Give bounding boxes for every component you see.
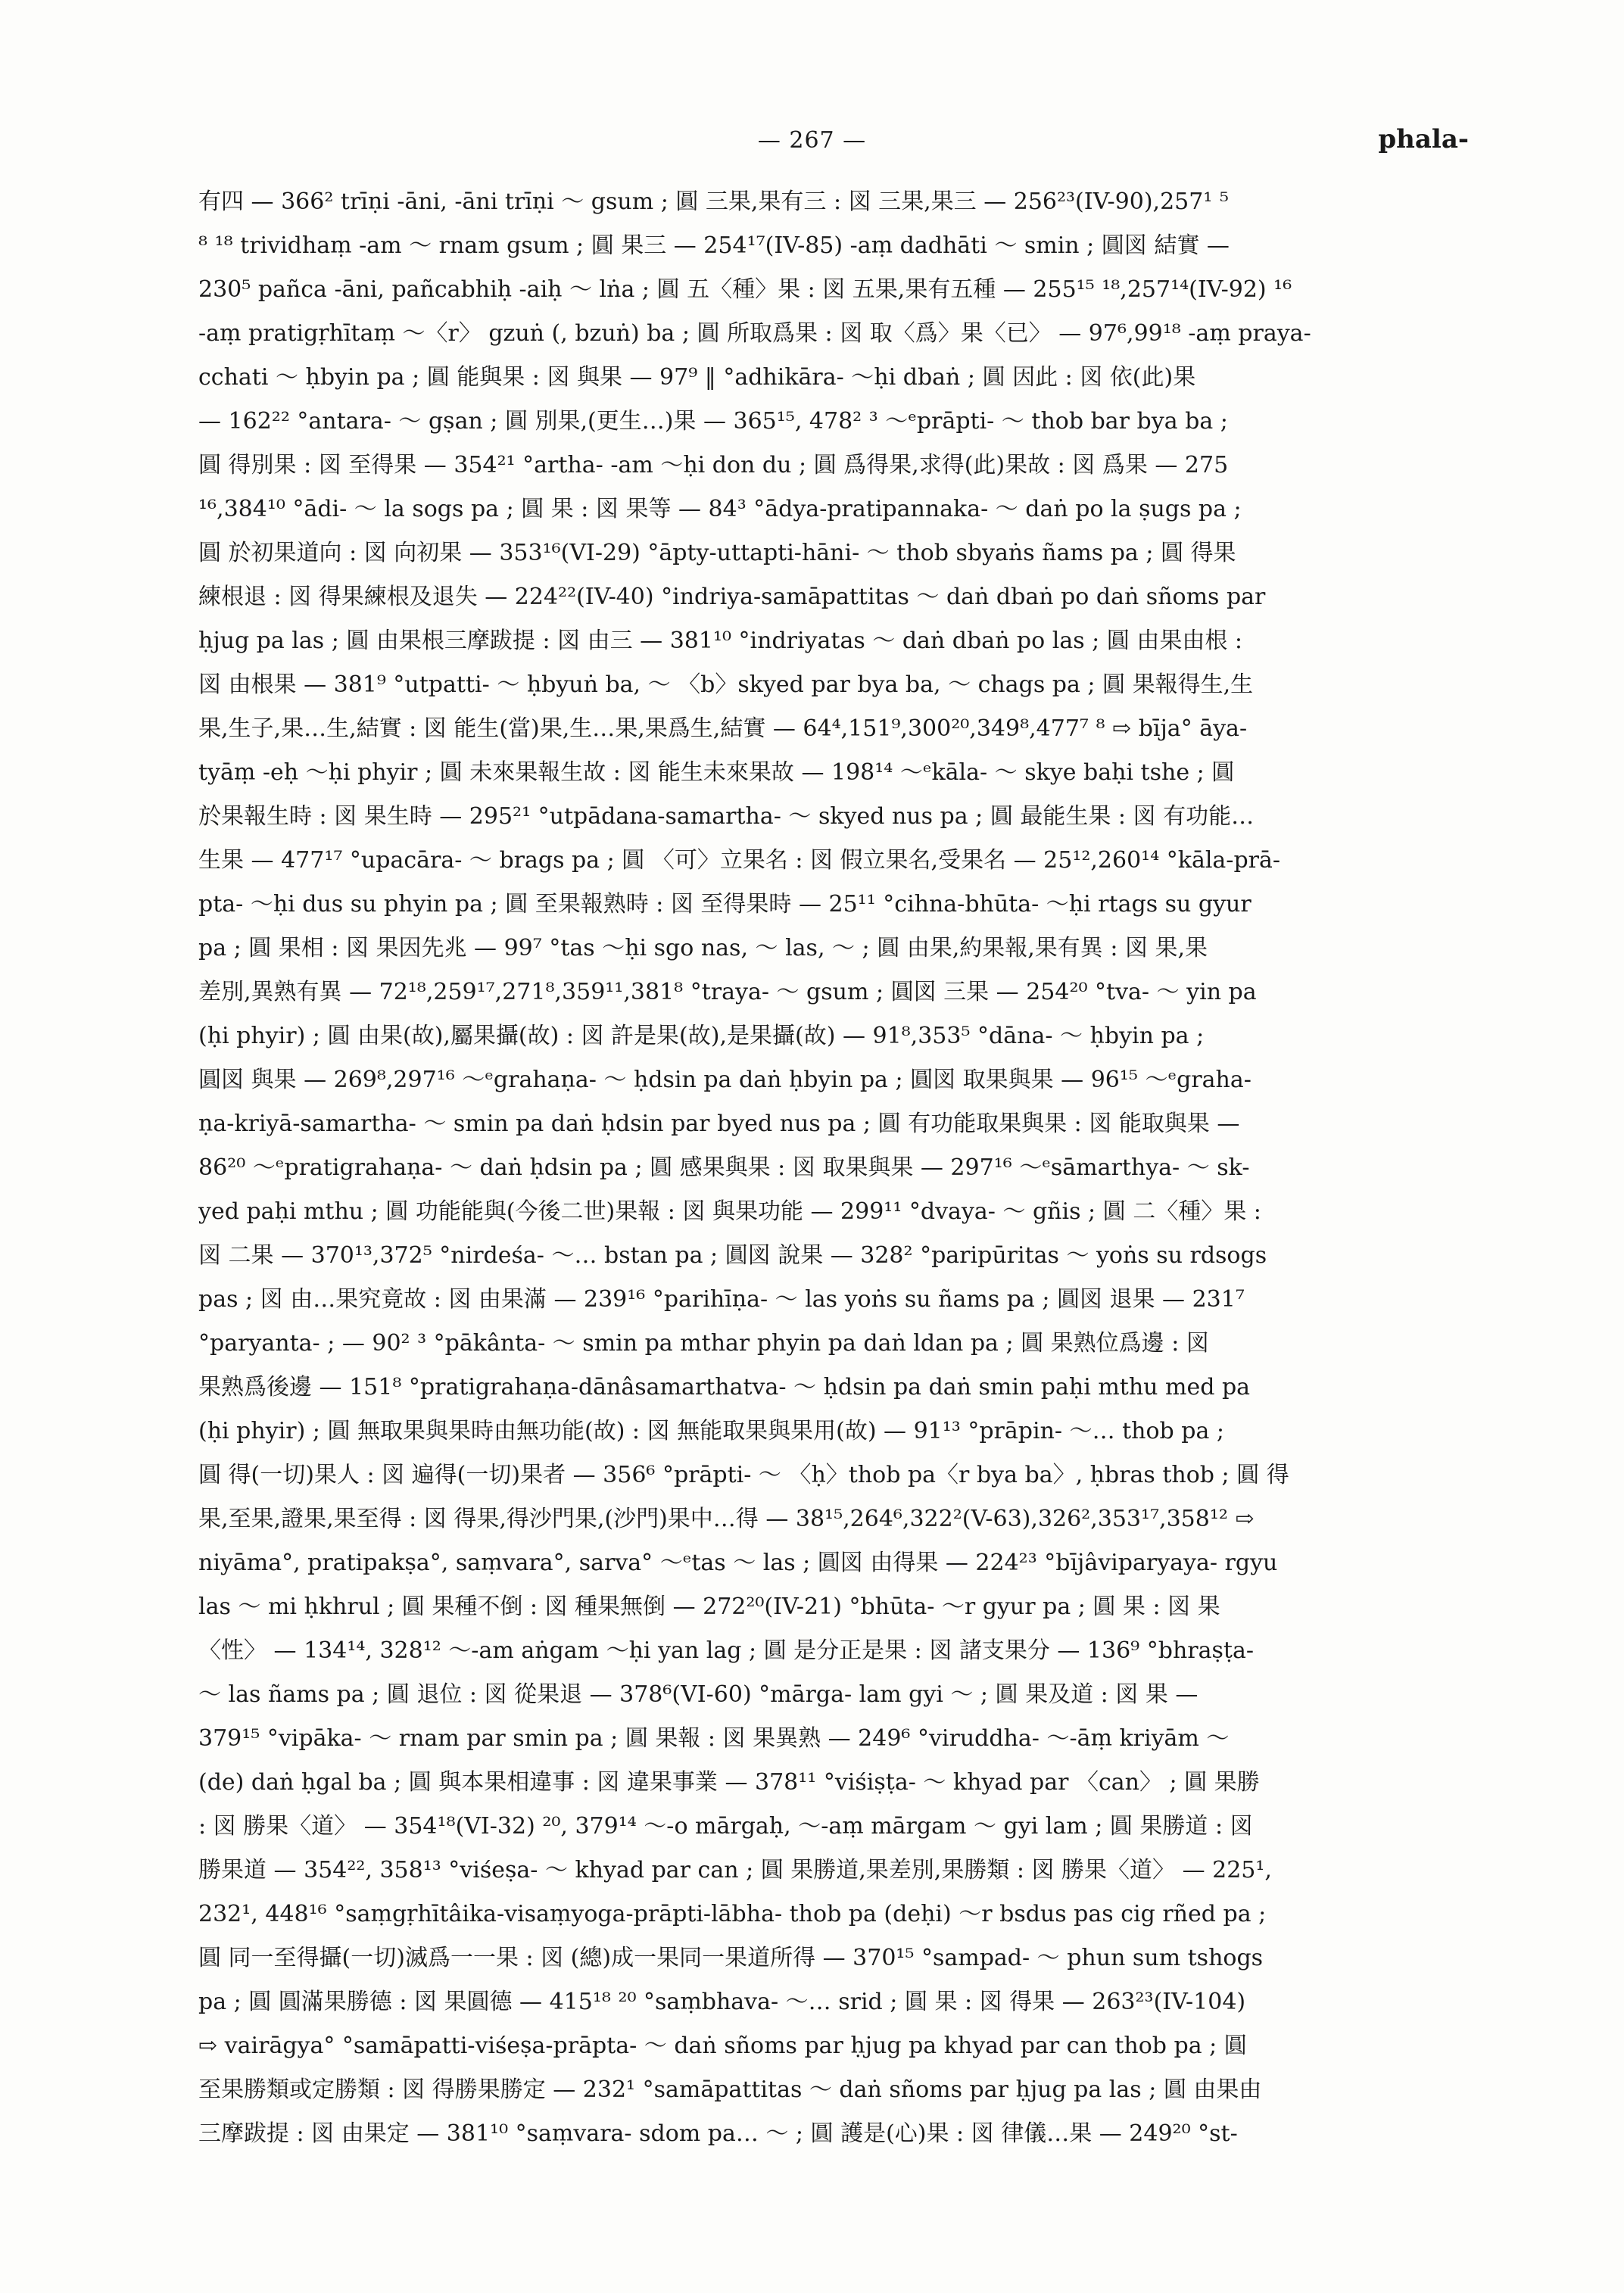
entry-line: pa ; 圓 圓滿果勝德 : 図 果圓德 — 415¹⁸ ²⁰ °saṃbhava- ～… srid ; 圓 果 : 図 得果 — 263²³(IV-104): [198, 1989, 1246, 2015]
entry-line: 232¹, 448¹⁶ °saṃgṛhītâika-visaṃyoga-prāpti-lābha- thob pa (deḥi) ～r bsdus pas cig rñed pa ;: [198, 1901, 1267, 1927]
entry-line: (ḥi phyir) ; 圓 無取果與果時由無功能(故) : 図 無能取果與果用(故) — 91¹³ °prāpin- ～… thob pa ;: [198, 1418, 1225, 1444]
entry-line: ⁸ ¹⁸ trividhaṃ -am ～ rnam gsum ; 圓 果三 — 254¹⁷(IV-85) -aṃ dadhāti ～ smin ; 圓図 結實 —: [198, 232, 1230, 259]
entry-line: (de) daṅ ḥgal ba ; 圓 與本果相違事 : 図 違果事業 — 378¹¹ °viśiṣṭa- ～ khyad par 〈can〉 ; 圓 果勝: [198, 1769, 1260, 1796]
entry-line: ⇨ vairāgya° °samāpatti-viśeṣa-prāpta- ～ daṅ sñoms par ḥjug pa khyad par can thob pa ; 圓: [198, 2033, 1247, 2059]
entry-line: 果,生子,果…生,結實 : 図 能生(當)果,生…果,果爲生,結實 — 64⁴,151⁹,300²⁰,349⁸,477⁷ ⁸ ⇨ bīja° āya-: [198, 715, 1248, 742]
entry-line: 230⁵ pañca -āni, pañcabhiḥ -aiḥ ～ lṅa ; 圓 五〈種〉果 : 図 五果,果有五種 — 255¹⁵ ¹⁸,257¹⁴(IV-92) ¹⁶: [198, 276, 1292, 303]
entry-line: : 図 勝果〈道〉 — 354¹⁸(VI-32) ²⁰, 379¹⁴ ～-o mārgaḥ, ～-aṃ mārgam ～ gyi lam ; 圓 果勝道 : 図: [198, 1813, 1253, 1840]
entry-line: cchati ～ ḥbyin pa ; 圓 能與果 : 図 與果 — 97⁹ ‖ °adhikāra- ～ḥi dbaṅ ; 圓 因此 : 図 依(此)果: [198, 364, 1196, 391]
entry-line: (ḥi phyir) ; 圓 由果(故),屬果攝(故) : 図 許是果(故),是果攝(故) — 91⁸,353⁵ °dāna- ～ ḥbyin pa ;: [198, 1023, 1205, 1049]
entry-line: — 162²² °antara- ～ gṣan ; 圓 別果,(更生…)果 — 365¹⁵, 478² ³ ～ᵉprāpti- ～ thob bar bya ba ;: [198, 408, 1228, 435]
entry-line: 差別,異熟有異 — 72¹⁸,259¹⁷,271⁸,359¹¹,381⁸ °traya- ～ gsum ; 圓図 三果 — 254²⁰ °tva- ～ yin pa: [198, 979, 1257, 1005]
entry-line: ḥjug pa las ; 圓 由果根三摩跋提 : 図 由三 — 381¹⁰ °indriyatas ～ daṅ dbaṅ po las ; 圓 由果由根 :: [198, 628, 1242, 654]
entry-line: pta- ～ḥi dus su phyin pa ; 圓 至果報熟時 : 図 至得果時 — 25¹¹ °cihna-bhūta- ～ḥi rtags su gyur: [198, 891, 1252, 918]
entry-line: 圓 於初果道向 : 図 向初果 — 353¹⁶(VI-29) °āpty-uttapti-hāni- ～ thob sbyaṅs ñams pa ; 圓 得果: [198, 540, 1236, 566]
entry-line: 図 二果 — 370¹³,372⁵ °nirdeśa- ～… bstan pa ; 圓図 說果 — 328² °paripūritas ～ yoṅs su rdsogs: [198, 1242, 1267, 1269]
entry-line: ṇa-kriyā-samartha- ～ smin pa daṅ ḥdsin par byed nus pa ; 圓 有功能取果與果 : 図 能取與果 —: [198, 1111, 1240, 1137]
entry-line: 圓図 與果 — 269⁸,297¹⁶ ～ᵉgrahaṇa- ～ ḥdsin pa daṅ ḥbyin pa ; 圓図 取果與果 — 96¹⁵ ～ᵉgraha-: [198, 1067, 1252, 1093]
entry-line: 圓 得別果 : 図 至得果 — 354²¹ °artha- -am ～ḥi don du ; 圓 爲得果,求得(此)果故 : 図 爲果 — 275: [198, 452, 1229, 478]
entry-line: 練根退 : 図 得果練根及退失 — 224²²(IV-40) °indriya-samāpattitas ～ daṅ dbaṅ po daṅ sñoms par: [198, 584, 1266, 610]
entry-line: 圓 得(一切)果人 : 図 遍得(一切)果者 — 356⁶ °prāpti- ～ 〈ḥ〉thob pa〈r bya ba〉, ḥbras thob ; 圓 得: [198, 1462, 1289, 1488]
entry-line: 図 由根果 — 381⁹ °utpatti- ～ ḥbyuṅ ba, ～ 〈b〉skyed par bya ba, ～ chags pa ; 圓 果報得生,生: [198, 671, 1254, 698]
entry-line: 勝果道 — 354²², 358¹³ °viśeṣa- ～ khyad par can ; 圓 果勝道,果差別,果勝類 : 図 勝果〈道〉 — 225¹,: [198, 1857, 1272, 1883]
entry-line: tyāṃ -eḥ ～ḥi phyir ; 圓 未來果報生故 : 図 能生未來果故 — 198¹⁴ ～ᵉkāla- ～ skye baḥi tshe ; 圓: [198, 759, 1235, 786]
page-number: — 267 —: [757, 127, 867, 154]
entry-line: 86²⁰ ～ᵉpratigrahaṇa- ～ daṅ ḥdsin pa ; 圓 感果與果 : 図 取果與果 — 297¹⁶ ～ᵉsāmarthya- ～ sk-: [198, 1154, 1250, 1181]
entry-line: niyāma°, pratipakṣa°, saṃvara°, sarva° ～ᵉtas ～ las ; 圓図 由得果 — 224²³ °bījâviparyaya- rgyu: [198, 1550, 1278, 1576]
entry-line: 於果報生時 : 図 果生時 — 295²¹ °utpādana-samartha- ～ skyed nus pa ; 圓 最能生果 : 図 有功能…: [198, 803, 1255, 830]
entry-line: pas ; 図 由…果究竟故 : 図 由果滿 — 239¹⁶ °parihīṇa- ～ las yoṅs su ñams pa ; 圓図 退果 — 231⁷: [198, 1286, 1245, 1313]
entry-line: ～ las ñams pa ; 圓 退位 : 図 從果退 — 378⁶(VI-60) °mārga- lam gyi ～ ; 圓 果及道 : 図 果 —: [198, 1681, 1199, 1708]
entry-line: 有四 — 366² trīṇi -āni, -āni trīṇi ～ gsum ; 圓 三果,果有三 : 図 三果,果三 — 256²³(IV-90),257¹ ⁵: [198, 188, 1229, 215]
entry-line: 生果 — 477¹⁷ °upacāra- ～ brags pa ; 圓 〈可〉立果名 : 図 假立果名,受果名 — 25¹²,260¹⁴ °kāla-prā-: [198, 847, 1281, 874]
entry-line: 至果勝類或定勝類 : 図 得勝果勝定 — 232¹ °samāpattitas ～ daṅ sñoms par ḥjug pa las ; 圓 由果由: [198, 2076, 1262, 2103]
running-headword: phala-: [1378, 124, 1469, 154]
entry-line: 圓 同一至得攝(一切)滅爲一一果 : 図 (總)成一果同一果道所得 — 370¹⁵ °sampad- ～ phun sum tshogs: [198, 1945, 1264, 1971]
entry-line: 果,至果,證果,果至得 : 図 得果,得沙門果,(沙門)果中…得 — 38¹⁵,264⁶,322²(V-63),326²,353¹⁷,358¹² ⇨: [198, 1506, 1255, 1532]
entry-line: pa ; 圓 果相 : 図 果因先兆 — 99⁷ °tas ～ḥi sgo nas, ～ las, ～ ; 圓 由果,約果報,果有異 : 図 果,果: [198, 935, 1208, 961]
entry-line: 〈性〉 — 134¹⁴, 328¹² ～-am aṅgam ～ḥi yan lag ; 圓 是分正是果 : 図 諸支果分 — 136⁹ °bhraṣṭa-: [198, 1637, 1254, 1664]
entry-line: 379¹⁵ °vipāka- ～ rnam par smin pa ; 圓 果報 : 図 果異熟 — 249⁶ °viruddha- ～-āṃ kriyām ～: [198, 1725, 1230, 1752]
entry-line: yed paḥi mthu ; 圓 功能能與(今後二世)果報 : 図 與果功能 — 299¹¹ °dvaya- ～ gñis ; 圓 二〈種〉果 :: [198, 1198, 1261, 1225]
dictionary-entry-body: [198, 180, 1470, 2156]
entry-line: °paryanta- ; — 90² ³ °pākânta- ～ smin pa mthar phyin pa daṅ ldan pa ; 圓 果熟位爲邊 : 図: [198, 1330, 1209, 1357]
entry-line: 三摩跋提 : 図 由果定 — 381¹⁰ °saṃvara- sdom pa… ～ ; 圓 護是(心)果 : 図 律儀…果 — 249²⁰ °st-: [198, 2120, 1238, 2147]
entry-line: ¹⁶,384¹⁰ °ādi- ～ la sogs pa ; 圓 果 : 図 果等 — 84³ °ādya-pratipannaka- ～ daṅ po la ṣugs pa ;: [198, 496, 1242, 522]
entry-line: 果熟爲後邊 — 151⁸ °pratigrahaṇa-dānâsamarthatva- ～ ḥdsin pa daṅ smin paḥi mthu med pa: [198, 1374, 1251, 1400]
entry-line: las ～ mi ḥkhrul ; 圓 果種不倒 : 図 種果無倒 — 272²⁰(IV-21) °bhūta- ～r gyur pa ; 圓 果 : 図 果: [198, 1594, 1220, 1620]
entry-line: -aṃ pratigṛhītaṃ ～〈r〉 gzuṅ (, bzuṅ) ba ; 圓 所取爲果 : 図 取〈爲〉果〈已〉 — 97⁶,99¹⁸ -aṃ praya-: [198, 320, 1311, 347]
